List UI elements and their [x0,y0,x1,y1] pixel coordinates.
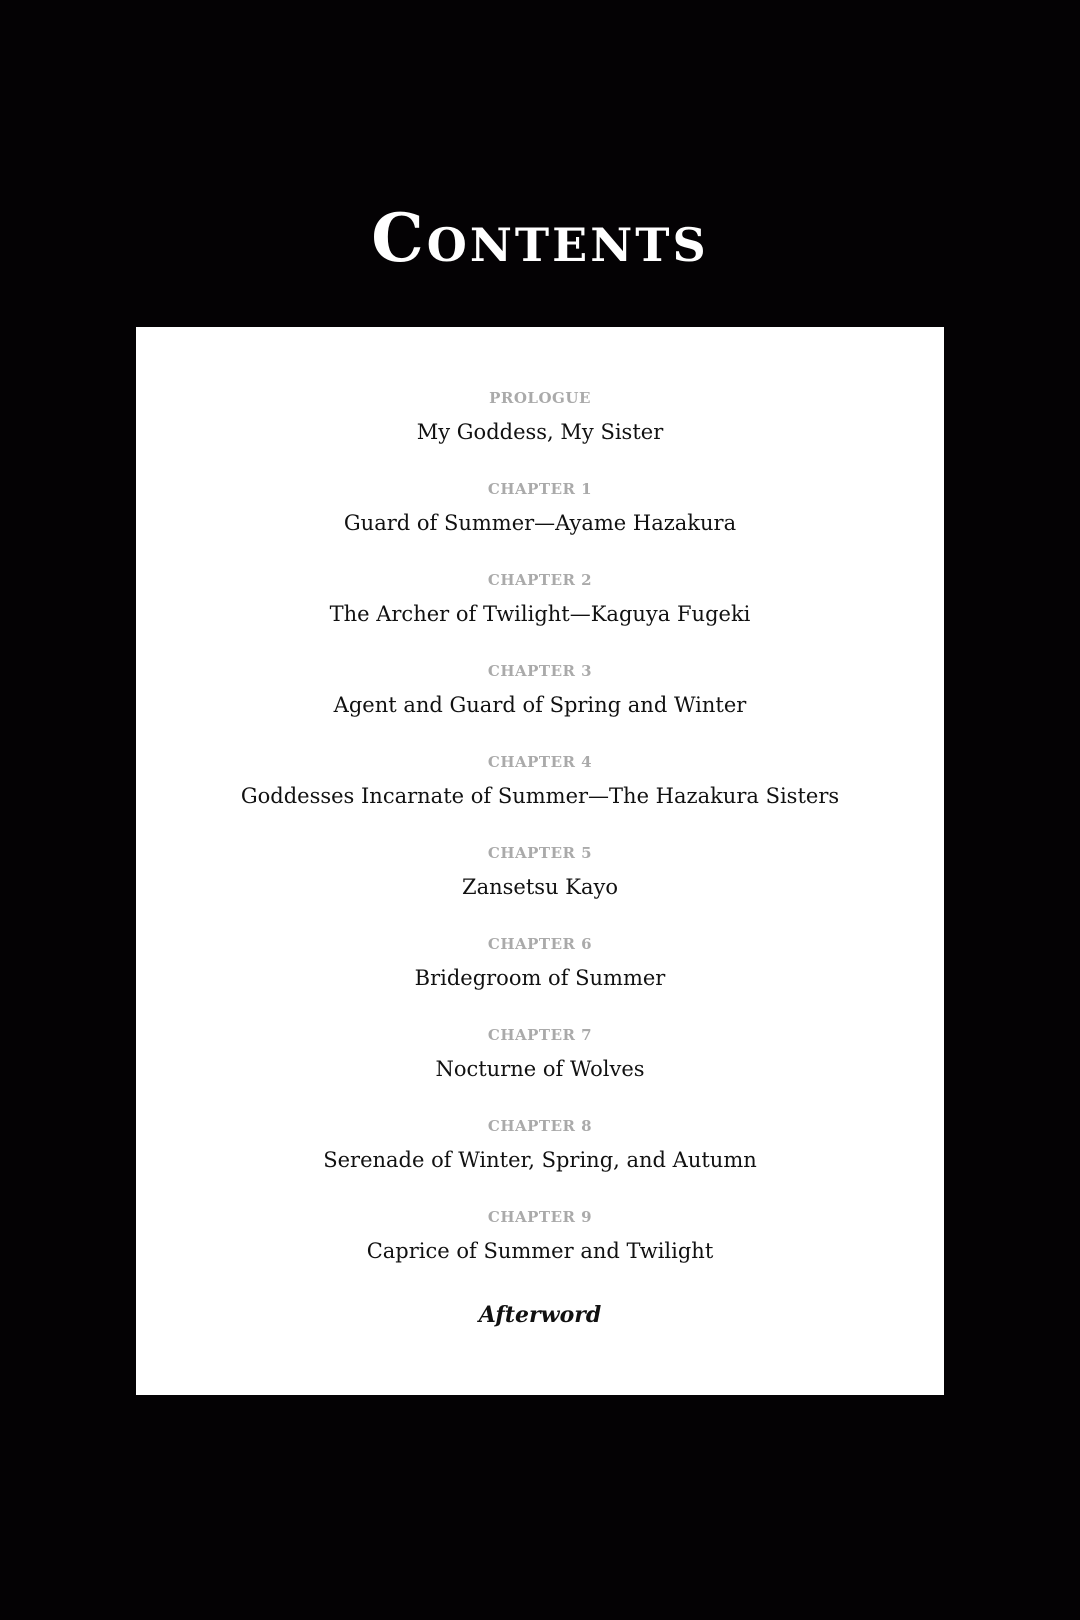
toc-entry-title[interactable]: Agent and Guard of Spring and Winter [333,693,747,717]
toc-entry-label: PROLOGUE [489,389,591,407]
toc-entry-chapter-5[interactable] [136,842,944,902]
toc-entry-label: CHAPTER 4 [487,753,593,771]
toc-entry-label: CHAPTER 3 [487,662,593,680]
toc-entry-title[interactable]: Nocturne of Wolves [435,1057,645,1081]
toc-entry-title[interactable]: The Archer of Twilight—Kaguya Fugeki [329,602,751,626]
toc-entry-title[interactable]: Bridegroom of Summer [414,966,666,990]
toc-entry-chapter-9[interactable] [136,1206,944,1266]
toc-entry-label: CHAPTER 7 [487,1026,593,1044]
toc-entry-label: CHAPTER 5 [487,844,593,862]
page-title: Contents [371,199,709,277]
toc-entry-label: CHAPTER 9 [487,1208,593,1226]
toc-entry-chapter-3[interactable] [136,660,944,720]
toc-entry-title[interactable]: Guard of Summer—Ayame Hazakura [343,511,737,535]
toc-entry-title[interactable]: Serenade of Winter, Spring, and Autumn [323,1148,757,1172]
toc-entry-chapter-7[interactable] [136,1024,944,1084]
toc-entry-title[interactable]: Caprice of Summer and Twilight [366,1239,714,1263]
toc-list [136,327,944,1395]
contents-panel [136,327,944,1395]
toc-entry-chapter-6[interactable] [136,933,944,993]
toc-entry-label: CHAPTER 8 [487,1117,593,1135]
toc-entry-label: CHAPTER 6 [487,935,593,953]
toc-entry-label: CHAPTER 1 [487,480,593,498]
toc-entry-title[interactable]: My Goddess, My Sister [416,420,664,444]
toc-entry-chapter-4[interactable] [136,751,944,811]
toc-entry-title[interactable]: Zansetsu Kayo [462,875,618,899]
toc-entry-chapter-2[interactable] [136,569,944,629]
toc-entry-label: CHAPTER 2 [487,571,593,589]
toc-entry-afterword[interactable]: Afterword [478,1302,602,1328]
toc-entry-chapter-8[interactable] [136,1115,944,1175]
toc-entry-chapter-1[interactable] [136,478,944,538]
toc-entry-prologue[interactable] [136,387,944,447]
toc-entry-title[interactable]: Goddesses Incarnate of Summer—The Hazakura Sisters [240,784,840,808]
